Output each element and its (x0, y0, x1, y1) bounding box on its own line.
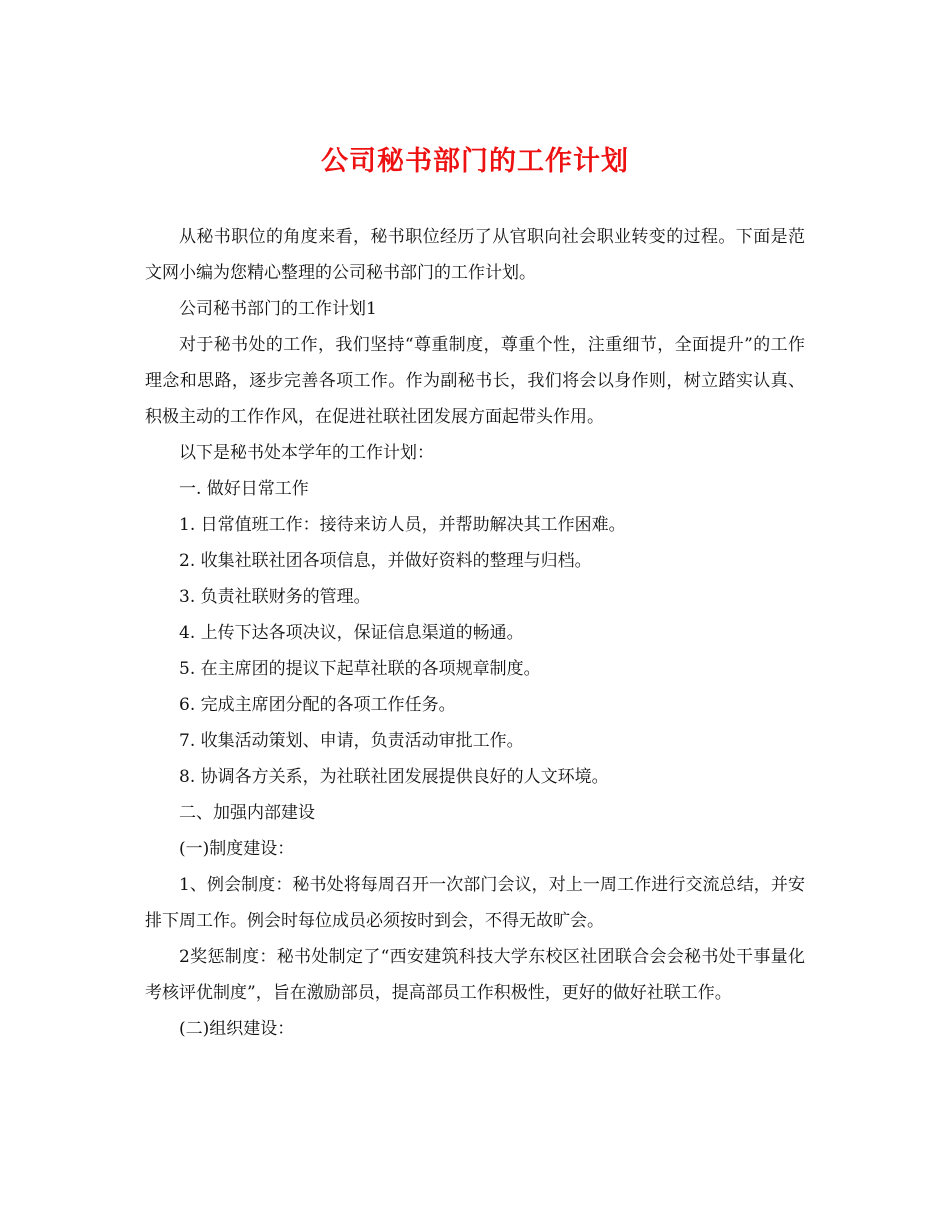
list-item: 5. 在主席团的提议下起草社联的各项规章制度。 (179, 659, 541, 679)
paragraph-plan-heading: 公司秘书部门的工作计划1 (179, 299, 377, 319)
document-title: 公司秘书部门的工作计划 (321, 146, 629, 177)
list-item: 6. 完成主席团分配的各项工作任务。 (179, 695, 456, 715)
list-item: 8. 协调各方关系，为社联社团发展提供良好的人文环境。 (179, 767, 609, 787)
subsection-heading-organization: (二)组织建设： (179, 1019, 295, 1039)
list-item: 3. 负责社联财务的管理。 (179, 587, 371, 607)
paragraph-intro: 从秘书职位的角度来看，秘书职位经历了从官职向社会职业转变的过程。下面是范文网小编为您精心整理的公司秘书部门的工作计划。 (145, 227, 805, 283)
paragraph-meeting-system: 1、例会制度：秘书处将每周召开一次部门会议，对上一周工作进行交流总结，并安排下周工作。例会时每位成员必须按时到会，不得无故旷会。 (145, 875, 805, 931)
section-heading-daily-work: 一. 做好日常工作 (179, 479, 309, 499)
document-body (145, 219, 805, 1047)
paragraph-philosophy: 对于秘书处的工作，我们坚持“尊重制度，尊重个性，注重细节，全面提升”的工作理念和思路，逐步完善各项工作。作为副秘书长，我们将会以身作则，树立踏实认真、积极主动的工作作风，在促进社联社团发展方面起带头作用。 (145, 335, 805, 427)
list-item: 2. 收集社联社团各项信息，并做好资料的整理与归档。 (179, 551, 592, 571)
subsection-heading-system: (一)制度建设： (179, 839, 295, 859)
list-item: 4. 上传下达各项决议，保证信息渠道的畅通。 (179, 623, 524, 643)
list-item: 1. 日常值班工作：接待来访人员，并帮助解决其工作困难。 (179, 515, 626, 535)
paragraph-reward-system: 2奖惩制度：秘书处制定了“西安建筑科技大学东校区社团联合会会秘书处干事量化考核评优制度”，旨在激励部员，提高部员工作积极性，更好的做好社联工作。 (145, 947, 805, 1003)
section-heading-internal-building: 二、加强内部建设 (179, 803, 315, 823)
list-item: 7. 收集活动策划、申请，负责活动审批工作。 (179, 731, 524, 751)
paragraph-plan-lead: 以下是秘书处本学年的工作计划： (179, 443, 434, 463)
